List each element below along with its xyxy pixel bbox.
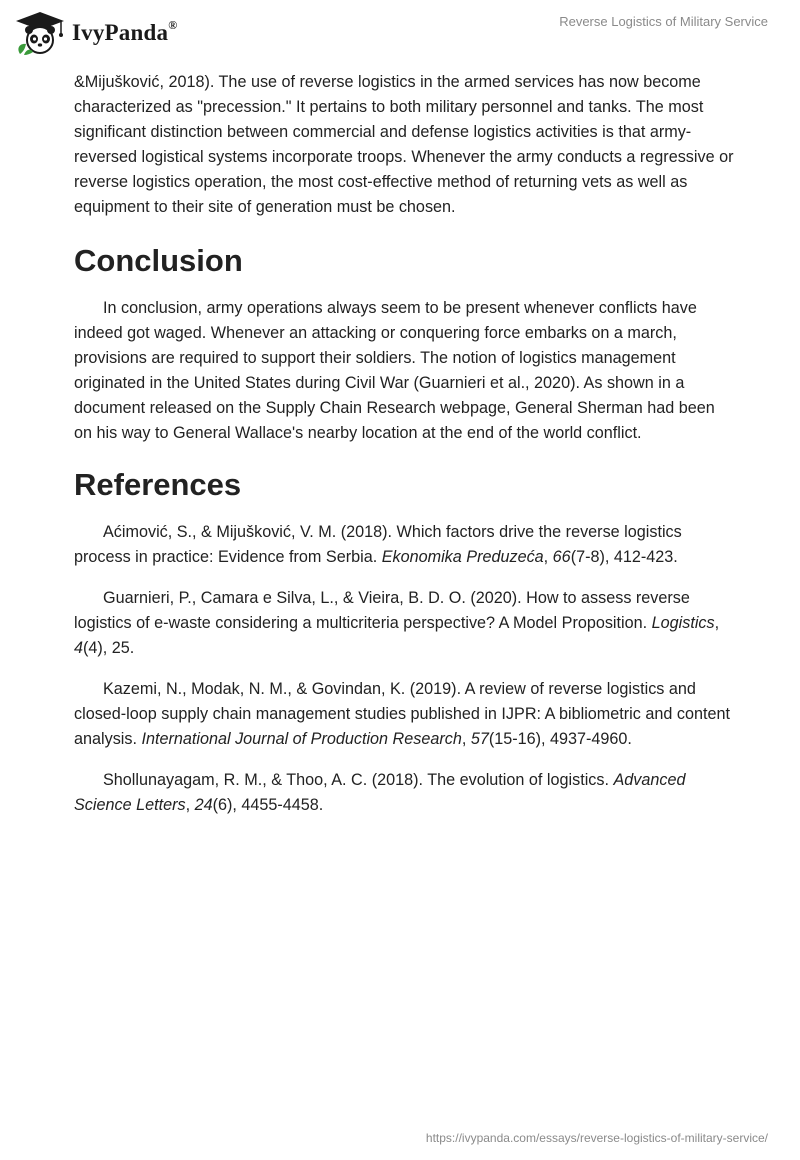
registered-mark: ®	[168, 18, 178, 32]
reference-item: Kazemi, N., Modak, N. M., & Govindan, K. (2019). A review of reverse logistics and closed-loop supply chain management studies published in IJPR: A bibliometric and content analysis. International Journal of Production Research, 57(15-16), 4937-4960.	[74, 680, 730, 748]
body-paragraph: &Mijušković, 2018). The use of reverse logistics in the armed services has now become characterized as "precession." It pertains to both military personnel and tanks. The most significant distinction between commercial and defense logistics activities is that army-reversed logistical systems incorporate troops. Whenever the army conducts a regressive or reverse logistics operation, the most cost-effective method of returning vets as well as equipment to their site of generation must be chosen.	[74, 73, 734, 216]
reference-item: Guarnieri, P., Camara e Silva, L., & Vieira, B. D. O. (2020). How to assess reverse logistics of e-waste considering a multicriteria perspective? A Model Proposition. Logistics, 4(4), 25.	[74, 589, 720, 657]
reference-item: Shollunayagam, R. M., & Thoo, A. C. (2018). The evolution of logistics. Advanced Science Letters, 24(6), 4455-4458.	[74, 771, 686, 814]
ivypanda-logo[interactable]	[14, 10, 177, 56]
document-body	[74, 70, 734, 834]
references-heading: References	[74, 467, 242, 502]
conclusion-paragraph: In conclusion, army operations always seem to be present whenever conflicts have indeed got waged. Whenever an attacking or conquering force embarks on a march, provisions are required to support their soldiers. The notion of logistics management originated in the United States during Civil War (Guarnieri et al., 2020). As shown in a document released on the Supply Chain Research webpage, General Sherman had been on his way to General Wallace's nearby location at the end of the world conflict.	[74, 299, 715, 442]
panda-graduate-icon	[14, 10, 66, 56]
source-url-link[interactable]: https://ivypanda.com/essays/reverse-logistics-of-military-service/	[425, 1131, 768, 1145]
brand-name: IvyPanda®	[72, 18, 178, 45]
document-title: Reverse Logistics of Military Service	[559, 14, 768, 29]
reference-item: Aćimović, S., & Mijušković, V. M. (2018). Which factors drive the reverse logistics process in practice: Evidence from Serbia. Ekonomika Preduzeća, 66(7-8), 412-423.	[74, 523, 682, 566]
conclusion-heading: Conclusion	[74, 243, 243, 278]
